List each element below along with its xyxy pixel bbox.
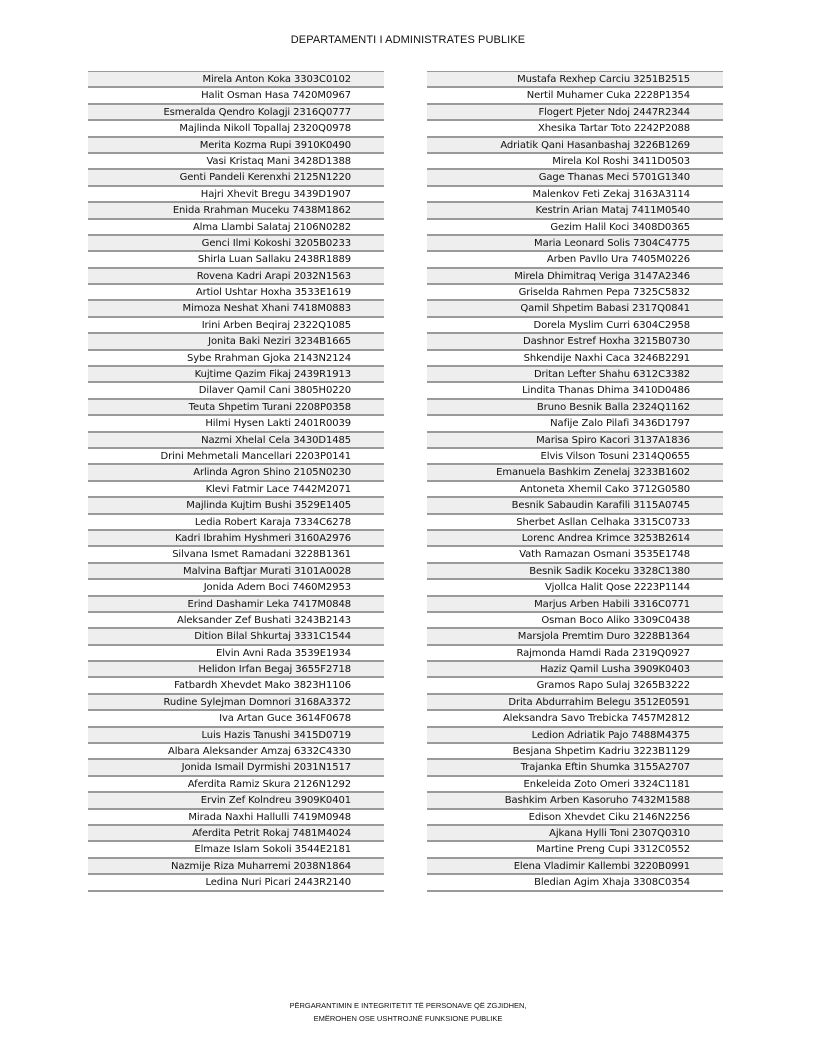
list-item: Mirela Anton Koka 3303C0102 (88, 72, 384, 88)
list-item: Griselda Rahmen Pepa 7325C5832 (427, 285, 723, 301)
list-item: Majlinda Kujtim Bushi 3529E1405 (88, 498, 384, 514)
right-name-list (427, 71, 723, 892)
list-item: Kujtime Qazim Fikaj 2439R1913 (88, 367, 384, 383)
footer-line-1: PËRGARANTIMIN E INTEGRITETIT TË PERSONAVE QË ZGJIDHEN, (289, 1001, 527, 1010)
list-item: Gage Thanas Meci 5701G1340 (427, 170, 723, 186)
list-item: Ajkana Hylli Toni 2307Q0310 (427, 826, 723, 842)
list-item: Hilmi Hysen Lakti 2401R0039 (88, 416, 384, 432)
list-item: Vasi Kristaq Mani 3428D1388 (88, 154, 384, 170)
list-item: Ledion Adriatik Pajo 7488M4375 (427, 728, 723, 744)
list-item: Hajri Xhevit Bregu 3439D1907 (88, 187, 384, 203)
list-item: Halit Osman Hasa 7420M0967 (88, 88, 384, 104)
page-footer (0, 999, 816, 1025)
list-item: Erind Dashamir Leka 7417M0848 (88, 597, 384, 613)
list-item: Maria Leonard Solis 7304C4775 (427, 236, 723, 252)
list-item: Elena Vladimir Kallembi 3220B0991 (427, 859, 723, 875)
list-item: Marsjola Premtim Duro 3228B1364 (427, 629, 723, 645)
list-item: Silvana Ismet Ramadani 3228B1361 (88, 547, 384, 563)
list-item: Trajanka Eftin Shumka 3155A2707 (427, 760, 723, 776)
list-item: Genti Pandeli Kerenxhi 2125N1220 (88, 170, 384, 186)
list-item: Kestrin Arian Mataj 7411M0540 (427, 203, 723, 219)
list-item: Gramos Rapo Sulaj 3265B3222 (427, 678, 723, 694)
list-item: Xhesika Tartar Toto 2242P2088 (427, 121, 723, 137)
list-item: Elvis Vilson Tosuni 2314Q0655 (427, 449, 723, 465)
list-item: Bashkim Arben Kasoruho 7432M1588 (427, 793, 723, 809)
list-item: Dition Bilal Shkurtaj 3331C1544 (88, 629, 384, 645)
list-item: Mimoza Neshat Xhani 7418M0883 (88, 301, 384, 317)
list-item: Marisa Spiro Kacori 3137A1836 (427, 433, 723, 449)
list-item: Aferdita Ramiz Skura 2126N1292 (88, 777, 384, 793)
list-item: Adriatik Qani Hasanbashaj 3226B1269 (427, 138, 723, 154)
list-item: Arlinda Agron Shino 2105N0230 (88, 465, 384, 481)
list-item: Artiol Ushtar Hoxha 3533E1619 (88, 285, 384, 301)
list-item: Marjus Arben Habili 3316C0771 (427, 597, 723, 613)
list-item: Elmaze Islam Sokoli 3544E2181 (88, 842, 384, 858)
list-item: Dashnor Estref Hoxha 3215B0730 (427, 334, 723, 350)
list-item: Haziz Qamil Lusha 3909K0403 (427, 662, 723, 678)
list-item: Vjollca Halit Qose 2223P1144 (427, 580, 723, 596)
list-item: Malenkov Feti Zekaj 3163A3114 (427, 187, 723, 203)
list-item: Mustafa Rexhep Carciu 3251B2515 (427, 72, 723, 88)
list-item: Aferdita Petrit Rokaj 7481M4024 (88, 826, 384, 842)
list-item: Rajmonda Hamdi Rada 2319Q0927 (427, 646, 723, 662)
list-item: Edison Xhevdet Ciku 2146N2256 (427, 810, 723, 826)
list-item: Ledina Nuri Picari 2443R2140 (88, 875, 384, 891)
list-item: Rudine Sylejman Domnori 3168A3372 (88, 695, 384, 711)
list-item: Nertil Muhamer Cuka 2228P1354 (427, 88, 723, 104)
list-item: Aleksander Zef Bushati 3243B2143 (88, 613, 384, 629)
list-item: Flogert Pjeter Ndoj 2447R2344 (427, 105, 723, 121)
list-item: Teuta Shpetim Turani 2208P0358 (88, 400, 384, 416)
list-item: Shirla Luan Sallaku 2438R1889 (88, 252, 384, 268)
list-item: Besnik Sabaudin Karafili 3115A0745 (427, 498, 723, 514)
list-item: Genci Ilmi Kokoshi 3205B0233 (88, 236, 384, 252)
list-item: Lindita Thanas Dhima 3410D0486 (427, 383, 723, 399)
list-item: Bledian Agim Xhaja 3308C0354 (427, 875, 723, 891)
list-item: Malvina Baftjar Murati 3101A0028 (88, 564, 384, 580)
list-item: Drita Abdurrahim Belegu 3512E0591 (427, 695, 723, 711)
list-item: Shkendije Naxhi Caca 3246B2291 (427, 351, 723, 367)
list-item: Jonida Ismail Dyrmishi 2031N1517 (88, 760, 384, 776)
list-item: Fatbardh Xhevdet Mako 3823H1106 (88, 678, 384, 694)
list-item: Iva Artan Guce 3614F0678 (88, 711, 384, 727)
list-item: Sybe Rrahman Gjoka 2143N2124 (88, 351, 384, 367)
list-item: Jonita Baki Neziri 3234B1665 (88, 334, 384, 350)
list-item: Luis Hazis Tanushi 3415D0719 (88, 728, 384, 744)
list-item: Kadri Ibrahim Hyshmeri 3160A2976 (88, 531, 384, 547)
list-item: Mirela Dhimitraq Veriga 3147A2346 (427, 269, 723, 285)
list-item: Besjana Shpetim Kadriu 3223B1129 (427, 744, 723, 760)
list-item: Merita Kozma Rupi 3910K0490 (88, 138, 384, 154)
list-item: Helidon Irfan Begaj 3655F2718 (88, 662, 384, 678)
list-item: Ervin Zef Kolndreu 3909K0401 (88, 793, 384, 809)
list-item: Majlinda Nikoll Topallaj 2320Q0978 (88, 121, 384, 137)
list-item: Sherbet Asllan Celhaka 3315C0733 (427, 515, 723, 531)
list-item: Albara Aleksander Amzaj 6332C4330 (88, 744, 384, 760)
left-name-list (88, 71, 384, 892)
list-item: Jonida Adem Boci 7460M2953 (88, 580, 384, 596)
list-item: Alma Llambi Salataj 2106N0282 (88, 220, 384, 236)
list-item: Rovena Kadri Arapi 2032N1563 (88, 269, 384, 285)
list-item: Bruno Besnik Balla 2324Q1162 (427, 400, 723, 416)
list-item: Esmeralda Qendro Kolagji 2316Q0777 (88, 105, 384, 121)
list-item: Qamil Shpetim Babasi 2317Q0841 (427, 301, 723, 317)
list-item: Gezim Halil Koci 3408D0365 (427, 220, 723, 236)
list-item: Arben Pavllo Ura 7405M0226 (427, 252, 723, 268)
list-item: Lorenc Andrea Krimce 3253B2614 (427, 531, 723, 547)
list-item: Mirada Naxhi Hallulli 7419M0948 (88, 810, 384, 826)
list-item: Besnik Sadik Koceku 3328C1380 (427, 564, 723, 580)
list-item: Vath Ramazan Osmani 3535E1748 (427, 547, 723, 563)
footer-line-2: EMËROHEN OSE USHTROJNË FUNKSIONE PUBLIKE (313, 1014, 503, 1023)
list-item: Enida Rrahman Muceku 7438M1862 (88, 203, 384, 219)
list-item: Irini Arben Beqiraj 2322Q1085 (88, 318, 384, 334)
list-item: Dilaver Qamil Cani 3805H0220 (88, 383, 384, 399)
list-item: Mirela Kol Roshi 3411D0503 (427, 154, 723, 170)
list-item: Nafije Zalo Pilafi 3436D1797 (427, 416, 723, 432)
list-item: Antoneta Xhemil Cako 3712G0580 (427, 482, 723, 498)
list-item: Dorela Myslim Curri 6304C2958 (427, 318, 723, 334)
list-item: Osman Boco Aliko 3309C0438 (427, 613, 723, 629)
list-item: Emanuela Bashkim Zenelaj 3233B1602 (427, 465, 723, 481)
list-item: Klevi Fatmir Lace 7442M2071 (88, 482, 384, 498)
list-item: Nazmije Riza Muharremi 2038N1864 (88, 859, 384, 875)
list-item: Dritan Lefter Shahu 6312C3382 (427, 367, 723, 383)
list-item: Aleksandra Savo Trebicka 7457M2812 (427, 711, 723, 727)
list-item: Ledia Robert Karaja 7334C6278 (88, 515, 384, 531)
page-title: DEPARTAMENTI I ADMINISTRATES PUBLIKE (290, 34, 526, 46)
list-item: Elvin Avni Rada 3539E1934 (88, 646, 384, 662)
list-item: Nazmi Xhelal Cela 3430D1485 (88, 433, 384, 449)
list-item: Enkeleida Zoto Omeri 3324C1181 (427, 777, 723, 793)
list-item: Drini Mehmetali Mancellari 2203P0141 (88, 449, 384, 465)
list-item: Martine Preng Cupi 3312C0552 (427, 842, 723, 858)
